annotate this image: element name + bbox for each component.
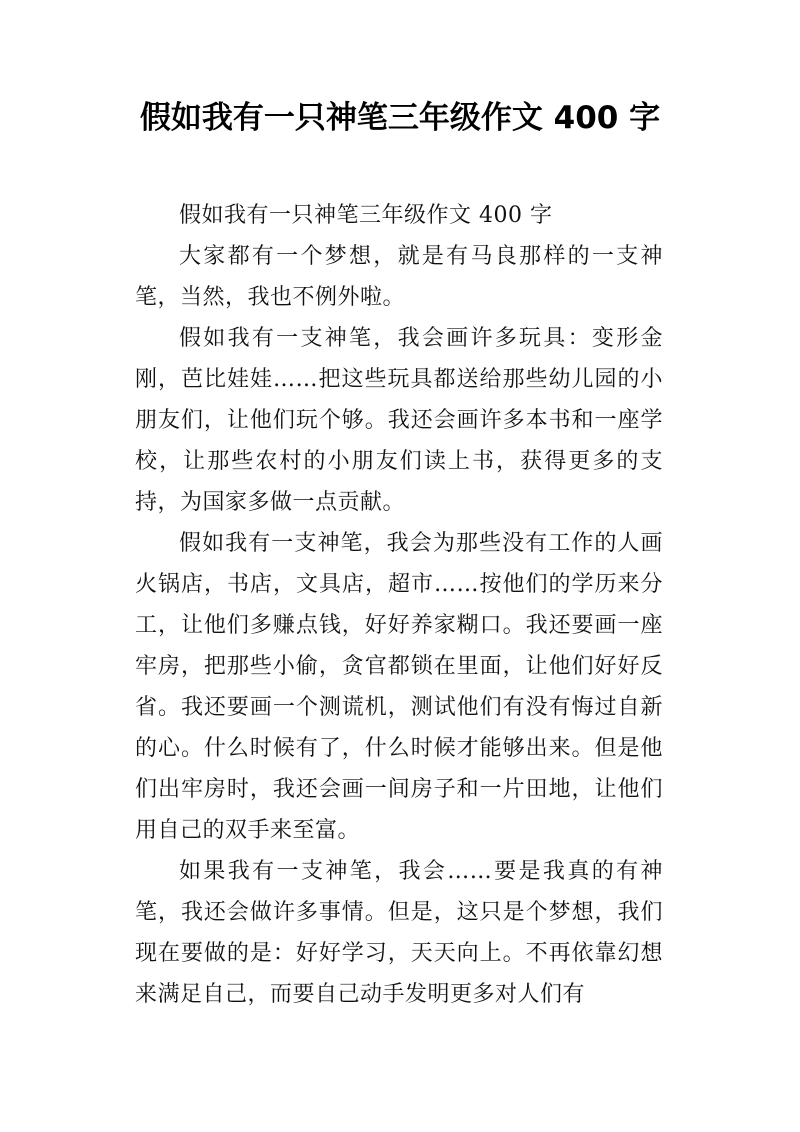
paragraph-intro: 大家都有一个梦想，就是有马良那样的一支神笔，当然，我也不例外啦。 (135, 244, 663, 310)
document-title: 假如我有一只神笔三年级作文 400 字 (139, 100, 661, 136)
document-body (135, 195, 663, 1015)
paragraph-jobs-prison: 假如我有一支神笔，我会为那些没有工作的人画火锅店，书店，文具店，超市……按他们的学历来分工，让他们多赚点钱，好好养家糊口。我还要画一座牢房，把那些小偷，贪官都锁在里面，让他们好好反省。我还要画一个测谎机，测试他们有没有悔过自新的心。什么时候有了，什么时候才能够出来。但是他们出牢房时，我还会画一间房子和一片田地，让他们用自己的双手来至富。 (135, 531, 663, 843)
paragraph-subtitle: 假如我有一只神笔三年级作文 400 字 (179, 203, 553, 228)
paragraph-toys-books: 假如我有一支神笔，我会画许多玩具：变形金刚，芭比娃娃……把这些玩具都送给那些幼儿园的小朋友们，让他们玩个够。我还会画许多本书和一座学校，让那些农村的小朋友们读上书，获得更多的支持，为国家多做一点贡献。 (135, 326, 663, 515)
paragraph-conclusion: 如果我有一支神笔，我会……要是我真的有神笔，我还会做许多事情。但是，这只是个梦想，我们现在要做的是：好好学习，天天向上。不再依靠幻想来满足自己，而要自己动手发明更多对人们有 (135, 859, 663, 1007)
